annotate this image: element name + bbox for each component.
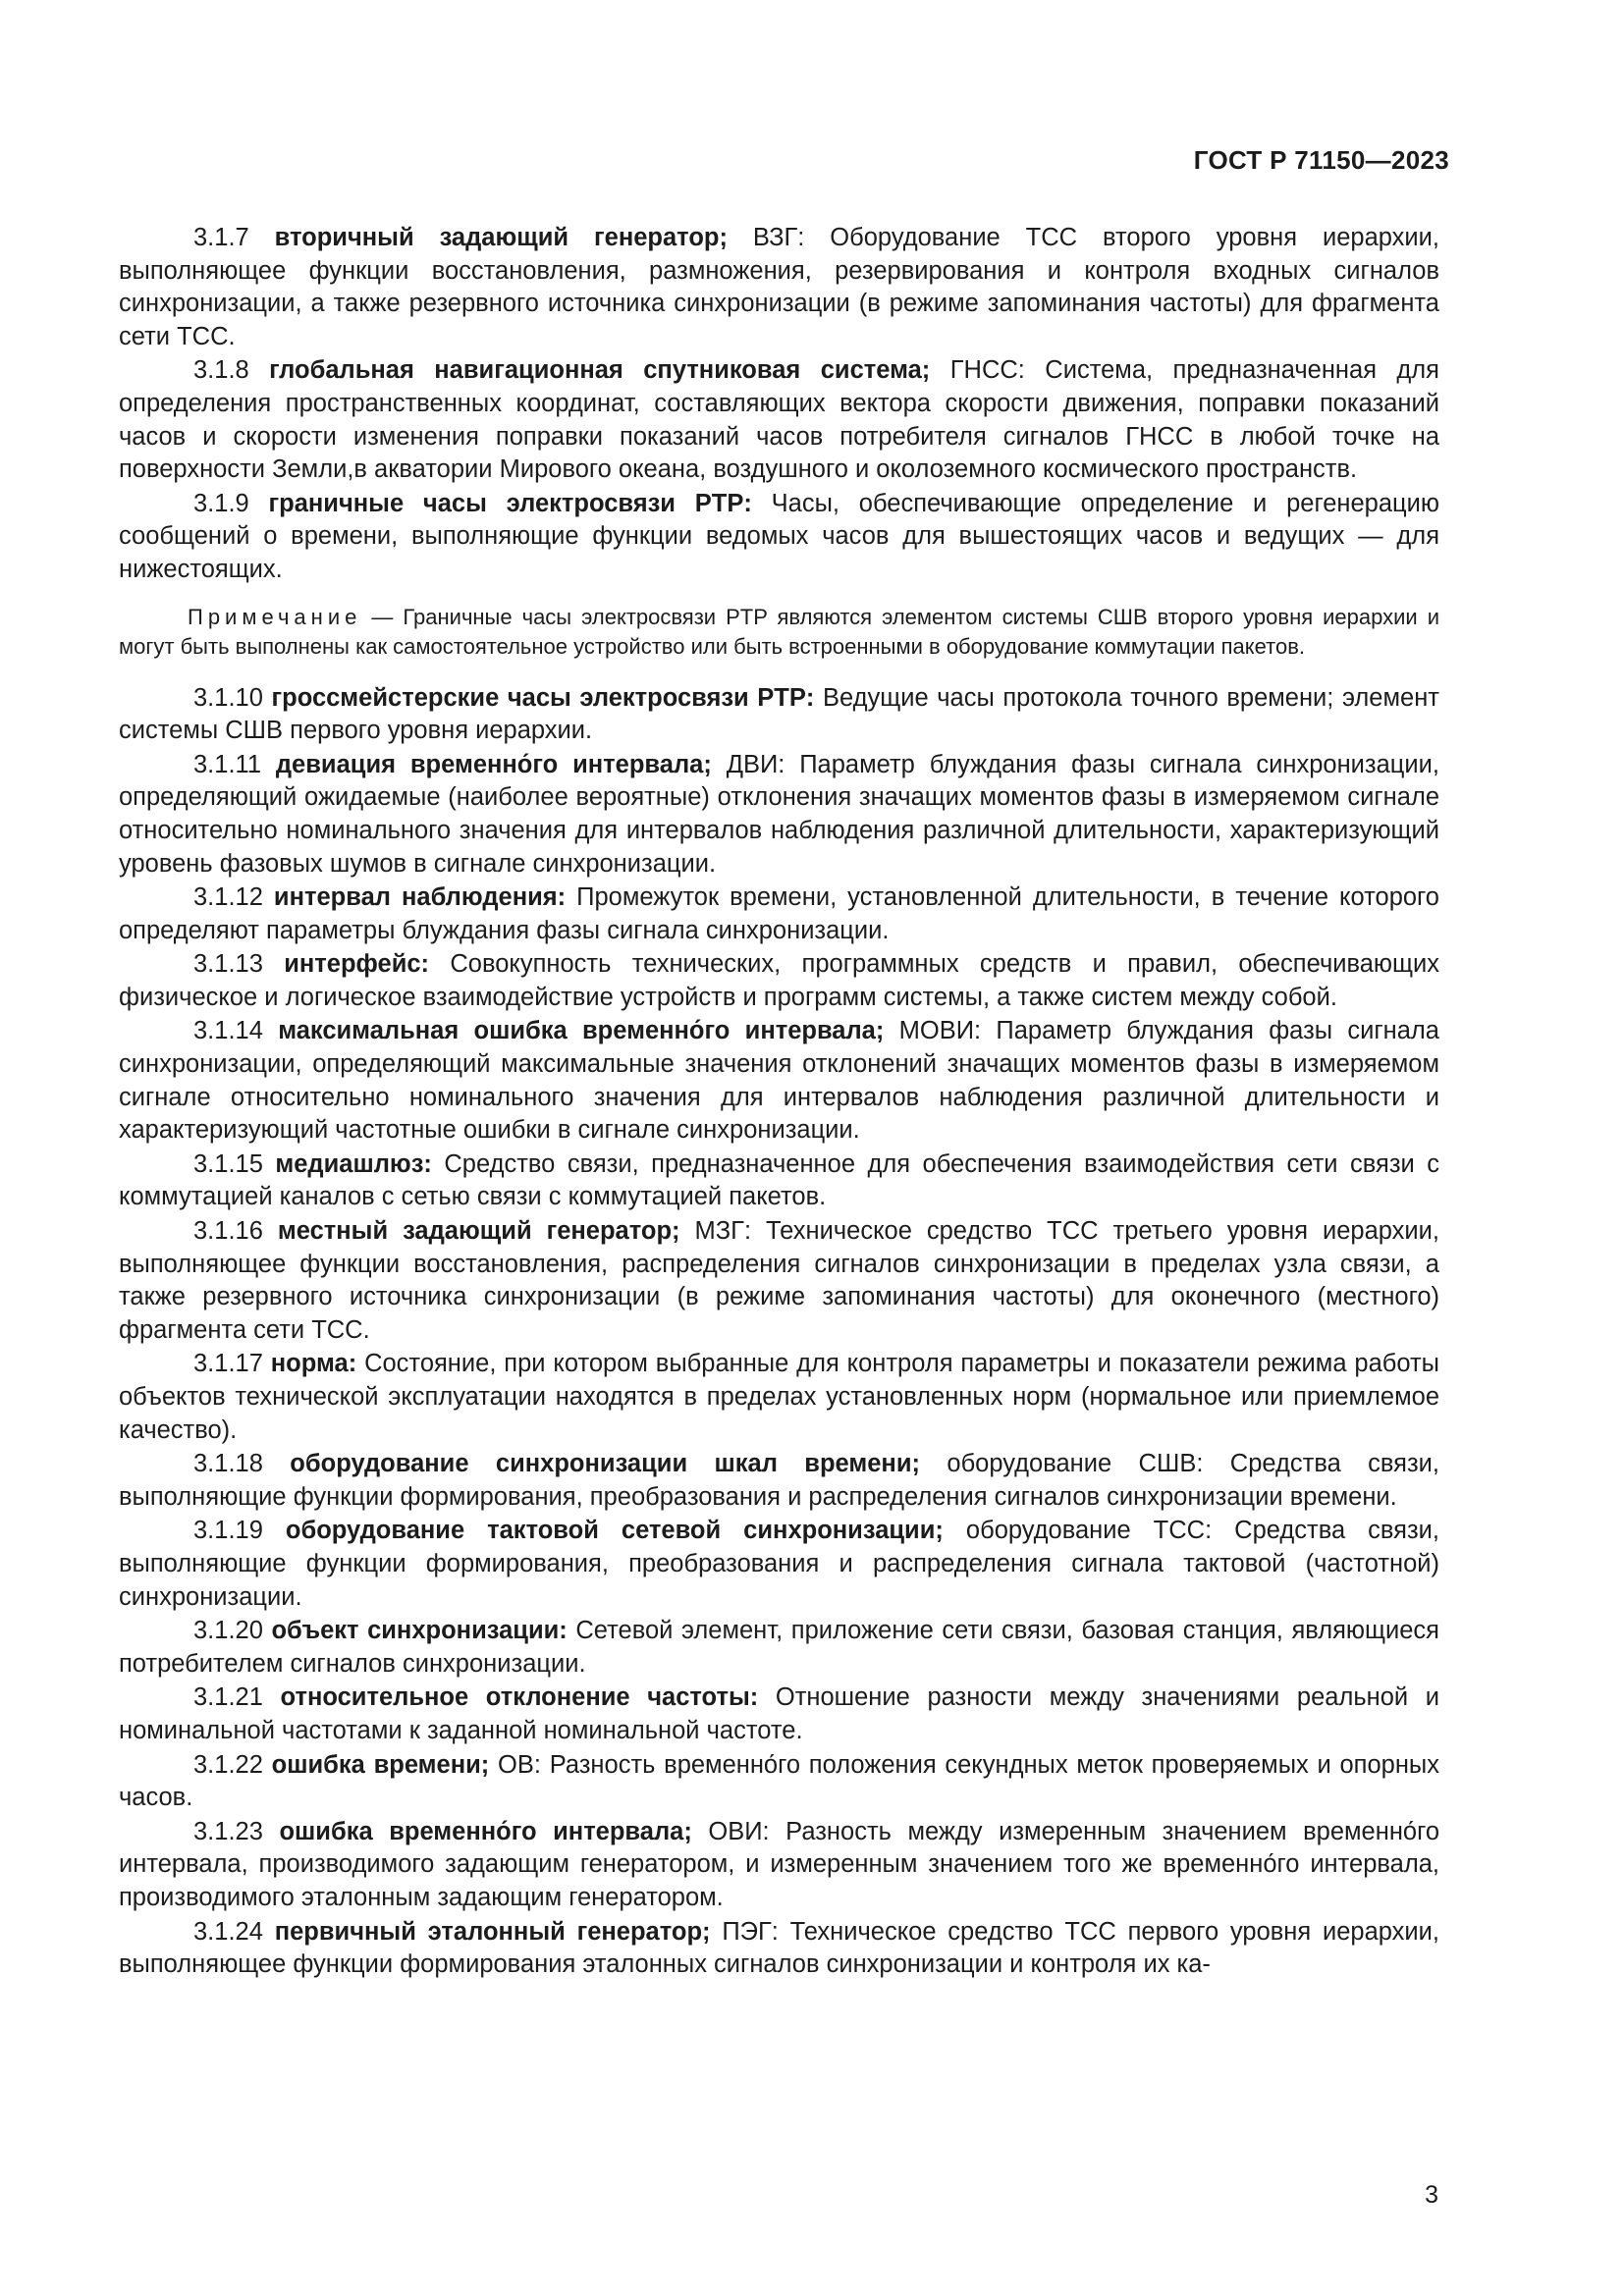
- entry-definition: оборудование ТСС: Средства связи, выполняющие функции формирования, преобразования и распределения сигнала тактовой (частотной) синхронизации.: [119, 1517, 1439, 1611]
- entry-definition: ДВИ: Параметр блуждания фазы сигнала синхронизации, определяющий ожидаемые (наиболее вероятные) отклонения значащих моментов фазы в измеряемом сигнале относительно номинального значения для интервалов наблюдения различной длительности, характеризующий уровень фазовых шумов в сигнале синхронизации.: [119, 750, 1439, 878]
- term-entry: [119, 682, 1439, 748]
- entry-term: объект синхронизации:: [271, 1617, 568, 1645]
- entry-term: глобальная навигационная спутниковая система;: [269, 356, 931, 385]
- entry-number: 3.1.20: [193, 1617, 263, 1645]
- entry-definition: Состояние, при котором выбранные для контроля параметры и показатели режима работы объектов технической эксплуатации находятся в пределах установленных норм (нормальное или приемлемое качество).: [119, 1350, 1439, 1444]
- term-entry: [119, 488, 1439, 587]
- entry-definition: Часы, обеспечивающие определение и регенерацию сообщений о времени, выполняющие функции ведомых часов для вышестоящих часов и ведущих — для нижестоящих.: [119, 489, 1439, 583]
- entry-number: 3.1.17: [193, 1350, 263, 1378]
- term-entry: [119, 1015, 1439, 1147]
- entry-definition: ВЗГ: Оборудование ТСС второго уровня иерархии, выполняющее функции восстановления, размножения, резервирования и контроля входных сигналов синхронизации, а также резервного источника синхронизации (в режиме запоминания частоты) для фрагмента сети ТСС.: [119, 224, 1439, 350]
- page-number: 3: [1425, 2181, 1438, 2209]
- note-paragraph: [119, 603, 1439, 663]
- entry-number: 3.1.19: [193, 1517, 263, 1545]
- entry-definition: ПЭГ: Техническое средство ТСС первого уровня иерархии, выполняющее функции формирования эталонных сигналов синхронизации и контроля их ка-: [119, 1917, 1439, 1979]
- entry-term: интервал наблюдения:: [273, 883, 567, 912]
- entry-number: 3.1.8: [193, 356, 249, 385]
- term-entry: [119, 881, 1439, 947]
- entry-definition: Промежуток времени, установленной длительности, в течение которого определяют параметры блуждания фазы сигнала синхронизации.: [119, 883, 1439, 944]
- entry-number: 3.1.22: [193, 1750, 263, 1779]
- entry-number: 3.1.24: [193, 1917, 263, 1946]
- term-entry: [119, 1515, 1439, 1614]
- entry-number: 3.1.16: [193, 1217, 263, 1246]
- entry-number: 3.1.23: [193, 1817, 263, 1845]
- term-entry: [119, 1148, 1439, 1214]
- entry-term: гроссмейстерские часы электросвязи PTP:: [271, 683, 815, 712]
- term-entry: [119, 354, 1439, 486]
- term-entry: [119, 1749, 1439, 1815]
- entry-number: 3.1.18: [193, 1450, 263, 1478]
- entry-number: 3.1.10: [193, 683, 263, 712]
- entry-definition: Совокупность технических, программных средств и правил, обеспечивающих физическое и логическое взаимодействие устройств и программ системы, а также систем между собой.: [119, 950, 1440, 1011]
- entry-term: граничные часы электросвязи PTP:: [268, 489, 752, 517]
- document-code-header: ГОСТ Р 71150—2023: [1193, 145, 1449, 175]
- term-entry: [119, 1615, 1439, 1681]
- term-entry: [119, 1448, 1439, 1514]
- entry-number: 3.1.12: [193, 883, 263, 912]
- entry-term: ошибка времени;: [271, 1750, 490, 1779]
- term-entry: [119, 222, 1439, 353]
- term-entry: [119, 1215, 1439, 1347]
- entry-definition: Отношение разности между значениями реальной и номинальной частотами к заданной номинальной частоте.: [119, 1683, 1440, 1744]
- entry-definition: ОВИ: Разность между измеренным значением временно́го интервала, производимого задающим генератором, и измеренным значением того же временно́го интервала, производимого эталонным задающим генератором.: [119, 1817, 1440, 1911]
- entry-term: оборудование синхронизации шкал времени;: [290, 1450, 920, 1478]
- entry-number: 3.1.15: [193, 1149, 263, 1178]
- entry-term: местный задающий генератор;: [277, 1217, 680, 1246]
- entry-definition: ОВ: Разность временно́го положения секундных меток проверяемых и опорных часов.: [119, 1750, 1439, 1812]
- entry-definition: Ведущие часы протокола точного времени; элемент системы СШВ первого уровня иерархии.: [119, 683, 1439, 745]
- entry-definition: оборудование СШВ: Средства связи, выполняющие функции формирования, преобразования и распределения сигналов синхронизации времени.: [119, 1450, 1439, 1511]
- entry-term: медиашлюз:: [275, 1149, 432, 1178]
- note-label: Примечание: [188, 604, 362, 629]
- entry-number: 3.1.14: [193, 1017, 263, 1045]
- term-entry: [119, 749, 1439, 881]
- entry-definition: Сетевой элемент, приложение сети связи, базовая станция, являющиеся потребителем сигналов синхронизации.: [119, 1617, 1439, 1678]
- entry-term: вторичный задающий генератор;: [274, 224, 728, 251]
- entry-term: максимальная ошибка временно́го интервала;: [278, 1017, 885, 1045]
- entry-term: первичный эталонный генератор;: [274, 1917, 711, 1946]
- note-text: — Граничные часы электросвязи PTP являются элементом системы СШВ второго уровня иерархии и могут быть выполнены как самостоятельное устройство или быть встроенными в оборудование коммутации пакетов.: [119, 604, 1439, 660]
- term-entry: [119, 1816, 1439, 1915]
- entry-term: интерфейс:: [284, 950, 430, 979]
- entry-term: девиация временно́го интервала;: [275, 750, 712, 778]
- entry-number: 3.1.11: [193, 750, 262, 778]
- term-entry: [119, 948, 1439, 1014]
- entry-number: 3.1.7: [193, 224, 249, 251]
- entry-definition: МЗГ: Техническое средство ТСС третьего уровня иерархии, выполняющее функции восстановления, распределения сигналов синхронизации в пределах узла связи, а также резервного источника синхронизации (в режиме запоминания частоты) для оконечного (местного) фрагмента сети ТСС.: [119, 1217, 1439, 1344]
- term-entry: [119, 1682, 1439, 1747]
- entry-definition: ГНСС: Система, предназначенная для определения пространственных координат, составляющих вектора скорости движения, поправки показаний часов и скорости изменения поправки показаний часов потребителя сигналов ГНСС в любой точке на поверхности Земли,в акватории Мирового океана, воздушного и околоземного космического пространств.: [119, 356, 1439, 484]
- term-entry: [119, 1348, 1439, 1447]
- entry-term: оборудование тактовой сетевой синхронизации;: [285, 1517, 944, 1545]
- entry-number: 3.1.21: [193, 1683, 263, 1712]
- entry-definition: МОВИ: Параметр блуждания фазы сигнала синхронизации, определяющий максимальные значения отклонений значащих моментов фазы в измеряемом сигнале относительно номинального значения для интервалов наблюдения различной длительности и характеризующий частотные ошибки в сигнале синхронизации.: [119, 1017, 1439, 1145]
- entry-term: ошибка временно́го интервала;: [279, 1817, 692, 1845]
- entry-number: 3.1.9: [193, 489, 249, 517]
- entry-number: 3.1.13: [193, 950, 263, 979]
- entry-definition: Средство связи, предназначенное для обеспечения взаимодействия сети связи с коммутацией каналов с сетью связи с коммутацией пакетов.: [119, 1149, 1439, 1211]
- term-entry: [119, 1916, 1439, 1982]
- entry-term: норма:: [270, 1350, 357, 1378]
- entry-term: относительное отклонение частоты:: [280, 1683, 759, 1712]
- terms-section: [119, 222, 1439, 1983]
